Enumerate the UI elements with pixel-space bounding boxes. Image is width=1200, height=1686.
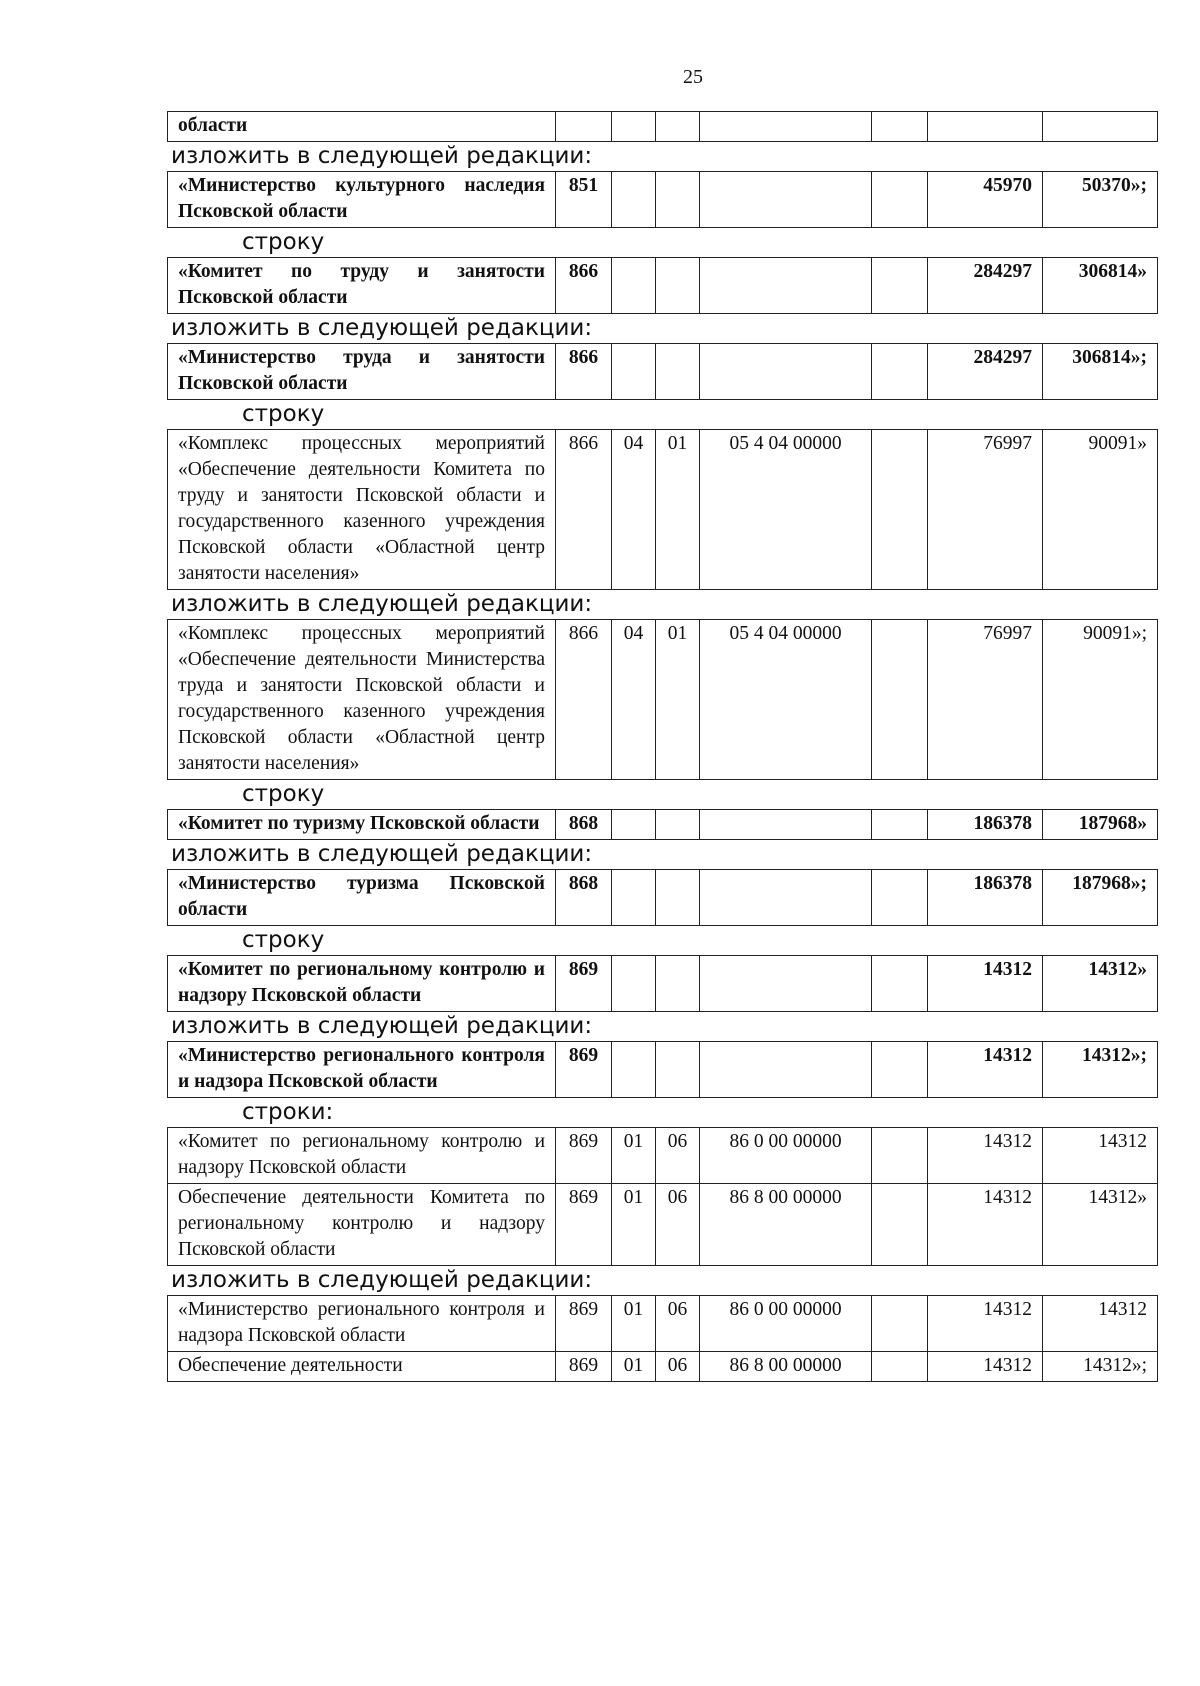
table-row	[168, 1128, 1158, 1184]
code-cell: 869	[556, 956, 612, 1012]
budget-table	[167, 809, 1158, 840]
budget-table	[167, 343, 1158, 400]
amount-2025-cell: 14312»;	[1043, 1042, 1158, 1098]
expense-type-cell	[872, 344, 928, 400]
name-cell: «Министерство культурного наследия Псковской области	[168, 172, 556, 228]
subsection-cell: 06	[656, 1352, 700, 1382]
section-cell	[612, 810, 656, 840]
expense-type-cell	[872, 1042, 928, 1098]
amount-2024-cell	[928, 112, 1043, 142]
table-row	[168, 810, 1158, 840]
target-article-cell	[700, 344, 872, 400]
code-cell: 868	[556, 810, 612, 840]
code-cell	[556, 112, 612, 142]
section-cell: 01	[612, 1296, 656, 1352]
code-cell: 869	[556, 1296, 612, 1352]
amount-2024-cell: 186378	[928, 870, 1043, 926]
amount-2025-cell: 14312	[1043, 1128, 1158, 1184]
subsection-cell: 06	[656, 1296, 700, 1352]
section-cell	[612, 344, 656, 400]
row-reference-label: строку	[242, 229, 325, 255]
expense-type-cell	[872, 172, 928, 228]
target-article-cell	[700, 810, 872, 840]
amount-2025-cell: 50370»;	[1043, 172, 1158, 228]
amendment-label: изложить в следующей редакции:	[171, 591, 593, 617]
row-reference-label: строку	[242, 781, 325, 807]
code-cell: 851	[556, 172, 612, 228]
target-article-cell	[700, 956, 872, 1012]
name-cell: Обеспечение деятельности	[168, 1352, 556, 1382]
target-article-cell: 86 0 00 00000	[700, 1296, 872, 1352]
expense-type-cell	[872, 1352, 928, 1382]
name-cell: «Министерство регионального контроля и надзора Псковской области	[168, 1042, 556, 1098]
amount-2025-cell: 187968»	[1043, 810, 1158, 840]
target-article-cell	[700, 1042, 872, 1098]
amount-2025-cell: 14312»	[1043, 956, 1158, 1012]
target-article-cell	[700, 258, 872, 314]
code-cell: 866	[556, 258, 612, 314]
expense-type-cell	[872, 620, 928, 780]
expense-type-cell	[872, 1184, 928, 1266]
amendment-label: изложить в следующей редакции:	[171, 143, 593, 169]
section-cell: 01	[612, 1352, 656, 1382]
amount-2025-cell: 90091»	[1043, 430, 1158, 590]
table-row	[168, 1352, 1158, 1382]
expense-type-cell	[872, 258, 928, 314]
table-row	[168, 870, 1158, 926]
subsection-cell	[656, 344, 700, 400]
code-cell: 866	[556, 430, 612, 590]
subsection-cell	[656, 1042, 700, 1098]
code-cell: 869	[556, 1042, 612, 1098]
amount-2025-cell: 90091»;	[1043, 620, 1158, 780]
name-cell: «Комитет по туризму Псковской области	[168, 810, 556, 840]
code-cell: 869	[556, 1352, 612, 1382]
subsection-cell: 01	[656, 620, 700, 780]
subsection-cell	[656, 112, 700, 142]
code-cell: 866	[556, 620, 612, 780]
amount-2025-cell	[1043, 112, 1158, 142]
section-cell: 01	[612, 1128, 656, 1184]
amendment-label: изложить в следующей редакции:	[171, 841, 593, 867]
amount-2024-cell: 14312	[928, 1184, 1043, 1266]
amount-2025-cell: 14312»	[1043, 1184, 1158, 1266]
target-article-cell: 86 0 00 00000	[700, 1128, 872, 1184]
subsection-cell: 06	[656, 1184, 700, 1266]
subsection-cell	[656, 810, 700, 840]
target-article-cell	[700, 172, 872, 228]
table-row	[168, 172, 1158, 228]
amount-2024-cell: 284297	[928, 344, 1043, 400]
budget-table	[167, 869, 1158, 926]
budget-table	[167, 1295, 1158, 1382]
subsection-cell	[656, 870, 700, 926]
subsection-cell	[656, 258, 700, 314]
target-article-cell: 05 4 04 00000	[700, 620, 872, 780]
budget-table	[167, 429, 1158, 590]
table-row	[168, 1042, 1158, 1098]
expense-type-cell	[872, 1296, 928, 1352]
row-reference-label: строку	[242, 401, 325, 427]
budget-table	[167, 1127, 1158, 1266]
name-cell: «Комитет по региональному контролю и надзору Псковской области	[168, 1128, 556, 1184]
section-cell	[612, 1042, 656, 1098]
table-row	[168, 1184, 1158, 1266]
expense-type-cell	[872, 810, 928, 840]
code-cell: 866	[556, 344, 612, 400]
section-cell	[612, 258, 656, 314]
amendment-label: изложить в следующей редакции:	[171, 1013, 593, 1039]
target-article-cell: 86 8 00 00000	[700, 1352, 872, 1382]
name-cell: области	[168, 112, 556, 142]
table-row	[168, 430, 1158, 590]
amendment-label: изложить в следующей редакции:	[171, 1267, 593, 1293]
name-cell: «Комплекс процессных мероприятий «Обеспечение деятельности Комитета по труду и занятости Псковской области и государственного казенного учреждения Псковской области «Областной центр занятости населения»	[168, 430, 556, 590]
amount-2025-cell: 187968»;	[1043, 870, 1158, 926]
expense-type-cell	[872, 112, 928, 142]
name-cell: Обеспечение деятельности Комитета по региональному контролю и надзору Псковской области	[168, 1184, 556, 1266]
section-cell	[612, 172, 656, 228]
amount-2024-cell: 76997	[928, 430, 1043, 590]
budget-table	[167, 955, 1158, 1012]
amount-2024-cell: 14312	[928, 956, 1043, 1012]
expense-type-cell	[872, 956, 928, 1012]
subsection-cell: 06	[656, 1128, 700, 1184]
expense-type-cell	[872, 1128, 928, 1184]
document-body	[167, 111, 1157, 1382]
section-cell: 04	[612, 430, 656, 590]
amount-2024-cell: 14312	[928, 1352, 1043, 1382]
amount-2025-cell: 306814»	[1043, 258, 1158, 314]
name-cell: «Министерство туризма Псковской области	[168, 870, 556, 926]
section-cell: 04	[612, 620, 656, 780]
amount-2024-cell: 14312	[928, 1296, 1043, 1352]
amount-2024-cell: 45970	[928, 172, 1043, 228]
expense-type-cell	[872, 870, 928, 926]
table-row	[168, 956, 1158, 1012]
table-row	[168, 1296, 1158, 1352]
target-article-cell: 86 8 00 00000	[700, 1184, 872, 1266]
subsection-cell	[656, 956, 700, 1012]
code-cell: 868	[556, 870, 612, 926]
budget-table	[167, 111, 1158, 142]
target-article-cell	[700, 112, 872, 142]
budget-table	[167, 1041, 1158, 1098]
section-cell: 01	[612, 1184, 656, 1266]
subsection-cell: 01	[656, 430, 700, 590]
amount-2024-cell: 14312	[928, 1128, 1043, 1184]
amount-2024-cell: 76997	[928, 620, 1043, 780]
expense-type-cell	[872, 430, 928, 590]
budget-table	[167, 619, 1158, 780]
section-cell	[612, 112, 656, 142]
code-cell: 869	[556, 1184, 612, 1266]
name-cell: «Комитет по региональному контролю и надзору Псковской области	[168, 956, 556, 1012]
table-row	[168, 258, 1158, 314]
subsection-cell	[656, 172, 700, 228]
amount-2024-cell: 284297	[928, 258, 1043, 314]
budget-table	[167, 171, 1158, 228]
row-reference-label: строки:	[242, 1099, 334, 1125]
section-cell	[612, 956, 656, 1012]
name-cell: «Комитет по труду и занятости Псковской области	[168, 258, 556, 314]
target-article-cell	[700, 870, 872, 926]
amount-2025-cell: 14312»;	[1043, 1352, 1158, 1382]
name-cell: «Комплекс процессных мероприятий «Обеспечение деятельности Министерства труда и занятости Псковской области и государственного казенного учреждения Псковской области «Областной центр занятости населения»	[168, 620, 556, 780]
name-cell: «Министерство регионального контроля и надзора Псковской области	[168, 1296, 556, 1352]
amount-2025-cell: 306814»;	[1043, 344, 1158, 400]
row-reference-label: строку	[242, 927, 325, 953]
budget-table	[167, 257, 1158, 314]
table-row	[168, 344, 1158, 400]
table-row	[168, 112, 1158, 142]
code-cell: 869	[556, 1128, 612, 1184]
amendment-label: изложить в следующей редакции:	[171, 315, 593, 341]
amount-2024-cell: 14312	[928, 1042, 1043, 1098]
name-cell: «Министерство труда и занятости Псковской области	[168, 344, 556, 400]
target-article-cell: 05 4 04 00000	[700, 430, 872, 590]
amount-2024-cell: 186378	[928, 810, 1043, 840]
page-number: 25	[683, 66, 703, 88]
table-row	[168, 620, 1158, 780]
amount-2025-cell: 14312	[1043, 1296, 1158, 1352]
section-cell	[612, 870, 656, 926]
